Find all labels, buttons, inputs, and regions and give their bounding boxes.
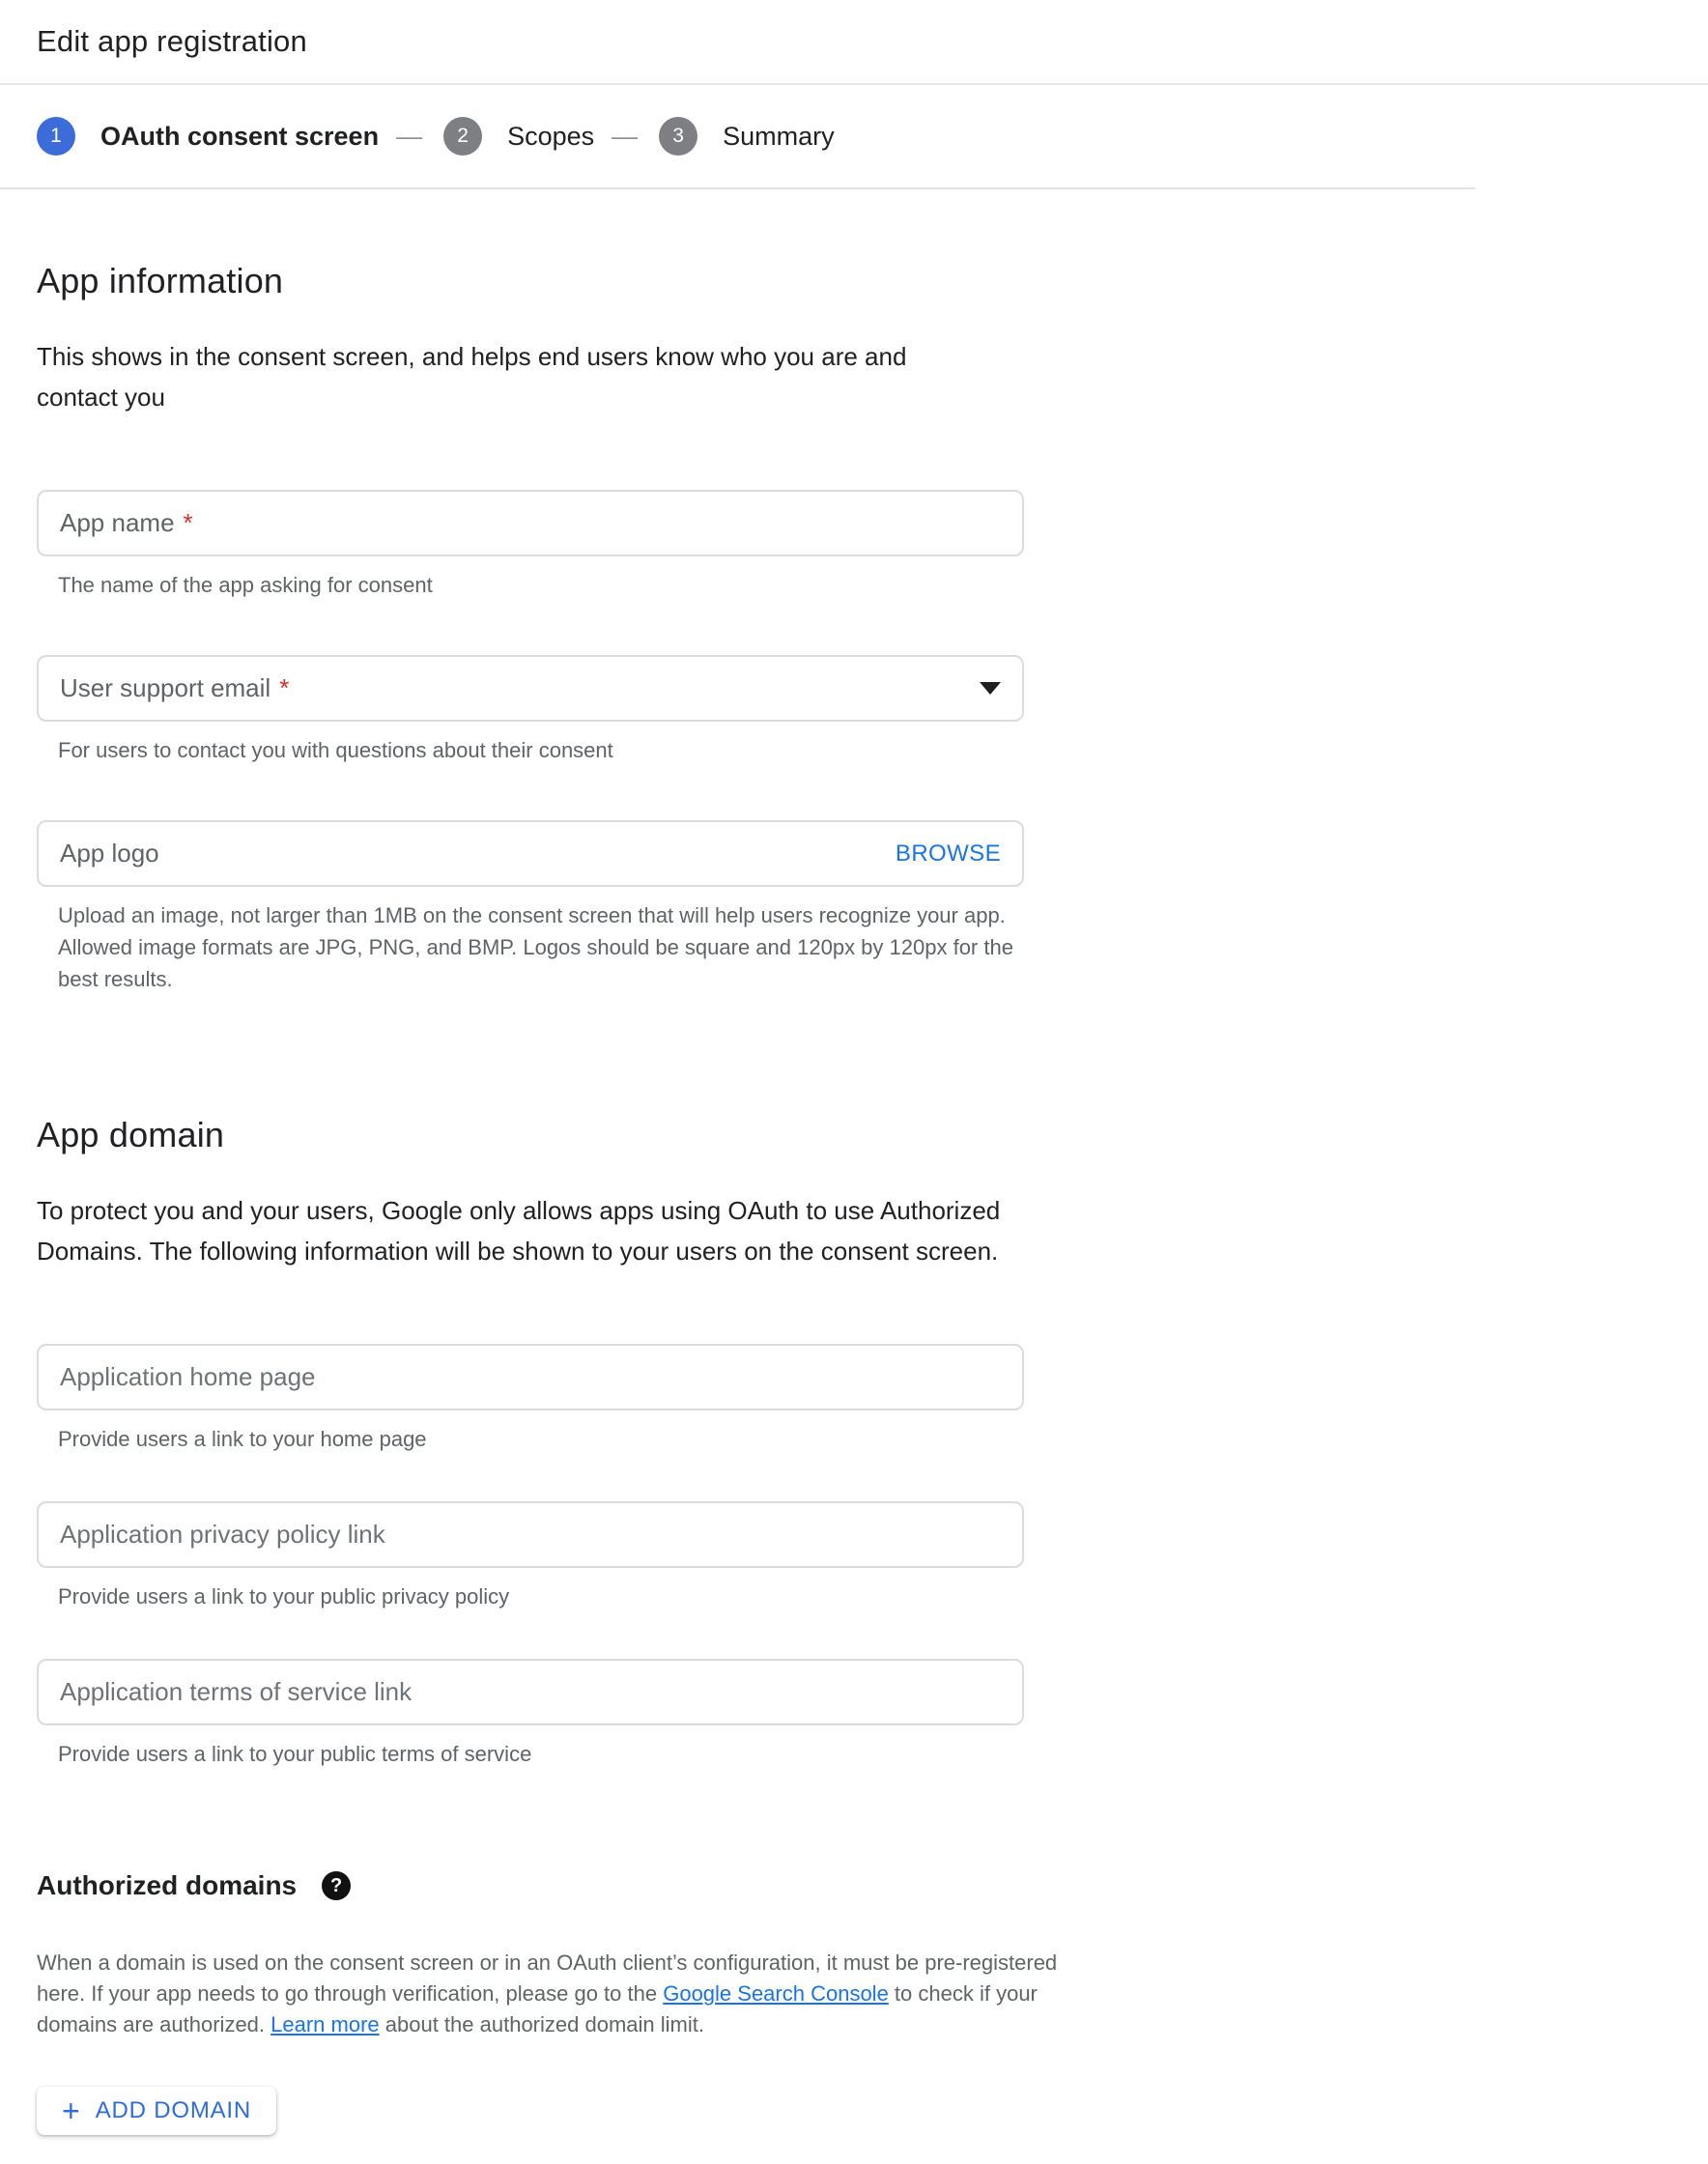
- home-page-placeholder: Application home page: [60, 1362, 316, 1391]
- step-2-circle: 2: [443, 117, 482, 156]
- application-privacy-policy-input[interactable]: [37, 1501, 1024, 1568]
- step-separator: —: [612, 121, 639, 151]
- step-oauth-consent-screen[interactable]: [37, 117, 379, 156]
- terms-of-service-field-group: [37, 1659, 1708, 1770]
- dropdown-arrow-icon[interactable]: [980, 682, 1001, 695]
- auth-para-part2: to check if your domains are authorized.: [37, 1981, 1038, 2036]
- auth-para-part3: about the authorized domain limit.: [379, 2012, 704, 2036]
- step-summary[interactable]: [659, 117, 835, 156]
- user-support-email-field-group: [37, 655, 1708, 766]
- user-support-email-helper: For users to contact you with questions about their consent: [58, 738, 613, 762]
- required-asterisk: *: [279, 673, 290, 702]
- page-title: Edit app registration: [37, 24, 307, 58]
- step-1-circle: 1: [37, 117, 75, 156]
- app-logo-input[interactable]: [37, 820, 1024, 887]
- privacy-policy-placeholder: Application privacy policy link: [60, 1520, 385, 1549]
- app-logo-label: App logo: [60, 839, 159, 868]
- required-asterisk: *: [183, 508, 193, 537]
- terms-of-service-placeholder: Application terms of service link: [60, 1677, 413, 1706]
- app-information-heading: App information: [37, 261, 284, 300]
- auth-para-part1: When a domain is used on the consent screen or in an OAuth client’s configuration, it must be pre-registered here. If your app needs to go through verification, please go to the: [37, 1950, 1058, 2006]
- browse-button[interactable]: BROWSE: [895, 840, 1001, 867]
- add-domain-label: ADD DOMAIN: [95, 2097, 252, 2123]
- step-2-label: Scopes: [507, 121, 595, 151]
- help-icon[interactable]: ?: [322, 1871, 351, 1900]
- privacy-policy-helper: Provide users a link to your public privacy policy: [58, 1584, 510, 1609]
- step-scopes[interactable]: [443, 117, 594, 156]
- step-separator: —: [396, 121, 423, 151]
- app-domain-description: To protect you and your users, Google only allows apps using OAuth to use Authorized Domains. The following information will be shown to your users on the consent screen.: [37, 1196, 1001, 1266]
- application-terms-of-service-input[interactable]: [37, 1659, 1024, 1725]
- user-support-email-select[interactable]: [37, 655, 1024, 722]
- app-name-field-group: [37, 490, 1708, 601]
- main-content: [0, 261, 1708, 2135]
- app-logo-helper: Upload an image, not larger than 1MB on the consent screen that will help users recognize your app. Allowed image formats are JPG, PNG, and BMP. Logos should be square and 120px by 120px for the best results.: [58, 903, 1013, 991]
- plus-icon: +: [62, 2093, 80, 2128]
- home-page-field-group: [37, 1344, 1708, 1455]
- step-3-circle: 3: [659, 117, 697, 156]
- terms-of-service-helper: Provide users a link to your public terms of service: [58, 1742, 532, 1766]
- user-support-email-label: User support email: [60, 673, 271, 702]
- app-information-description: This shows in the consent screen, and helps end users know who you are and contact you: [37, 342, 907, 412]
- app-domain-heading: App domain: [37, 1115, 225, 1154]
- authorized-domains-heading-row: [37, 1870, 1708, 1901]
- app-name-input[interactable]: [37, 490, 1024, 556]
- app-name-helper: The name of the app asking for consent: [58, 573, 433, 597]
- google-search-console-link[interactable]: Google Search Console: [663, 1981, 889, 2006]
- learn-more-link[interactable]: Learn more: [270, 2012, 380, 2036]
- application-home-page-input[interactable]: [37, 1344, 1024, 1410]
- authorized-domains-description: [37, 1948, 1085, 2040]
- app-name-label: App name: [60, 508, 175, 537]
- add-domain-button[interactable]: [37, 2087, 276, 2135]
- app-logo-field-group: [37, 820, 1708, 995]
- step-1-label: OAuth consent screen: [100, 121, 380, 151]
- step-3-label: Summary: [723, 121, 835, 151]
- page-header: [0, 0, 1708, 85]
- authorized-domains-heading: Authorized domains: [37, 1870, 298, 1900]
- home-page-helper: Provide users a link to your home page: [58, 1427, 427, 1451]
- stepper: [0, 85, 1475, 189]
- privacy-policy-field-group: [37, 1501, 1708, 1612]
